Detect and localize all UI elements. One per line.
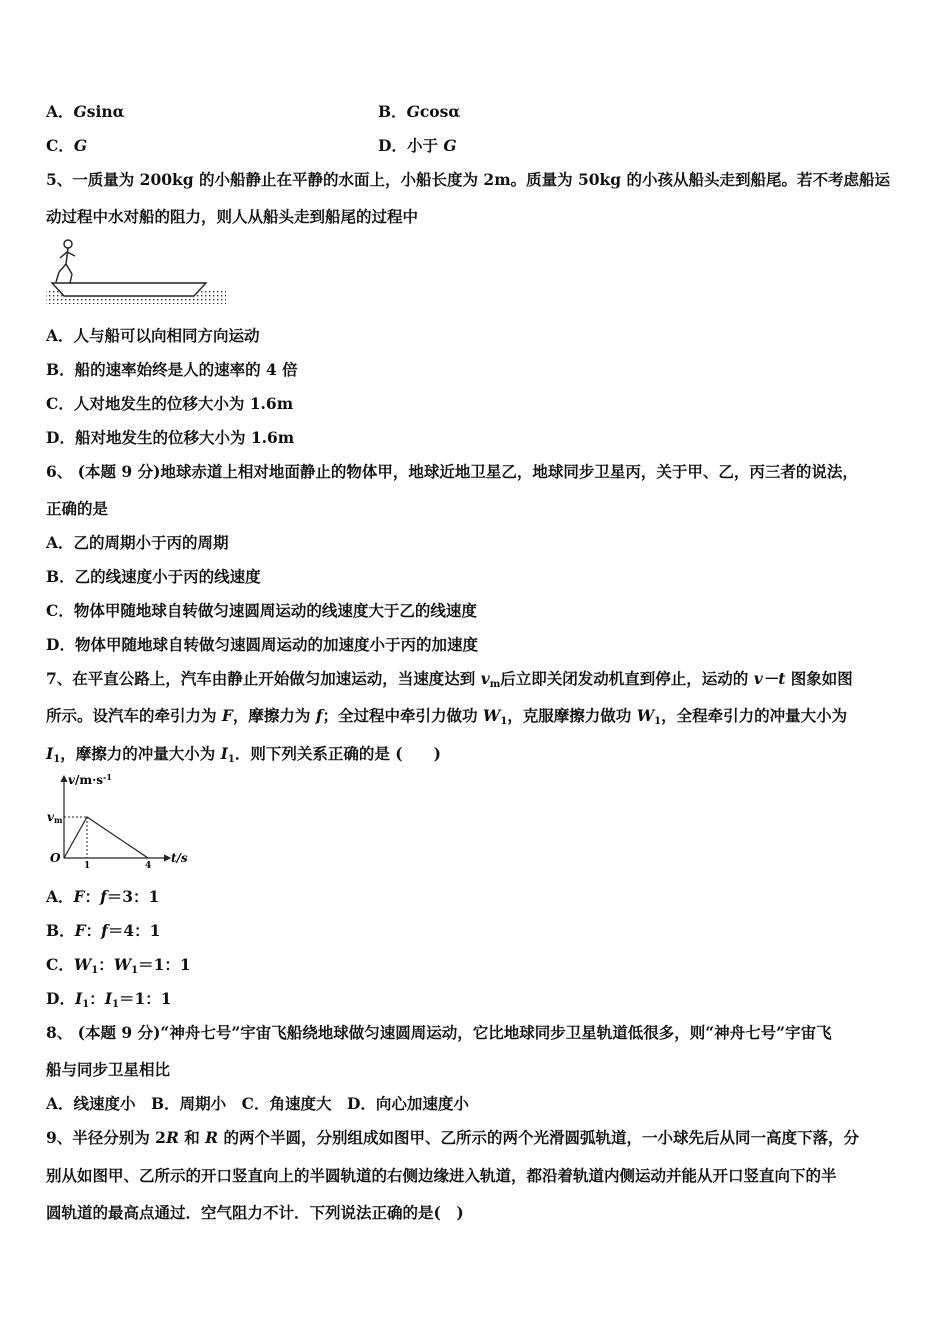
q6-option-a: A．乙的周期小于丙的周期 — [46, 533, 229, 552]
q9-stem-line2: 别从如图甲、乙所示的开口竖直向上的半圆轨道的右侧边缘进入轨道，都沿着轨道内侧运动并能从开口竖直向下的半 — [46, 1166, 837, 1185]
vt-curve — [64, 817, 148, 858]
q7-stem-line1: 7、在平直公路上，汽车由静止开始做匀加速运动，当速度达到 $v_m$后立即关闭发动机直到停止，运动的 v－t 图象如图 — [46, 669, 853, 690]
q4-option-d: D．小于 G — [378, 136, 457, 155]
q5-option-b: B．船的速率始终是人的速率的 4 倍 — [46, 360, 298, 379]
q9-stem-line3: 圆轨道的最高点通过．空气阻力不计．下列说法正确的是( ) — [46, 1203, 464, 1222]
q7-option-d: D．$I_1$：$I_1=1$：1 — [46, 989, 172, 1010]
q5-option-a: A．人与船可以向相同方向运动 — [46, 326, 260, 345]
tick-4-label: 4 — [145, 861, 152, 870]
tick-1-label: 1 — [84, 861, 91, 870]
q6-option-d: D．物体甲随地球自转做匀速圆周运动的加速度小于丙的加速度 — [46, 635, 478, 654]
q5-option-c: C．人对地发生的位移大小为 1.6m — [46, 394, 294, 413]
q8-options: A．线速度小 B．周期小 C．角速度大 D．向心加速度小 — [46, 1094, 469, 1113]
q4-option-a: A．Gsinα — [46, 102, 125, 121]
q6-stem-line1: 6、 (本题 9 分)地球赤道上相对地面静止的物体甲，地球近地卫星乙，地球同步卫星丙，关于甲、乙，丙三者的说法， — [46, 462, 858, 481]
vt-graph — [44, 770, 194, 870]
y-axis-label: $v/m\cdot s^{-1}$ — [68, 772, 112, 787]
q4-option-b: B．Gcosα — [378, 102, 461, 121]
boat-hull — [52, 283, 206, 296]
q9-stem-line1: 9、半径分别为 2R 和 R 的两个半圆，分别组成如图甲、乙所示的两个光滑圆弧轨道，一小球先后从同一高度下落，分 — [46, 1128, 859, 1147]
child-figure — [56, 240, 75, 283]
q8-stem-line2: 船与同步卫星相比 — [46, 1060, 171, 1079]
vm-label: vm — [47, 810, 63, 825]
origin-label: O — [50, 851, 61, 865]
q5-stem-line2: 动过程中水对船的阻力，则人从船头走到船尾的过程中 — [46, 207, 419, 226]
q5-stem-line1: 5、一质量为 200kg 的小船静止在平静的水面上，小船长度为 2m。质量为 50kg 的小孩从船头走到船尾。若不考虑船运 — [46, 170, 891, 189]
q6-option-c: C．物体甲随地球自转做匀速圆周运动的线速度大于乙的线速度 — [46, 601, 477, 620]
q7-option-a: A．F：f＝3：1 — [46, 887, 160, 906]
q4-option-c: C．G — [46, 136, 88, 155]
q6-stem-line2: 正确的是 — [46, 499, 109, 518]
q7-option-b: B．F：f＝4：1 — [46, 921, 161, 940]
q5-option-d: D．船对地发生的位移大小为 1.6m — [46, 428, 295, 447]
x-axis-label: t/s — [171, 851, 188, 865]
q7-option-c: C．$W_1$：$W_1=1$：1 — [46, 955, 191, 976]
q8-stem-line1: 8、 (本题 9 分)“神舟七号”宇宙飞船绕地球做匀速圆周运动，它比地球同步卫星轨道低很多，则“神舟七号”宇宙飞 — [46, 1023, 832, 1042]
boat-figure — [44, 238, 230, 310]
q7-stem-line2: 所示。设汽车的牵引力为 F，摩擦力为 f；全过程中牵引力做功 $W_1$，克服摩擦力做功 $W_1$，全程牵引力的冲量大小为 — [46, 706, 848, 727]
q6-option-b: B．乙的线速度小于丙的线速度 — [46, 567, 261, 586]
q7-stem-line3: $I_1$，摩擦力的冲量大小为 $I_1$．则下列关系正确的是 ( ) — [46, 744, 441, 765]
